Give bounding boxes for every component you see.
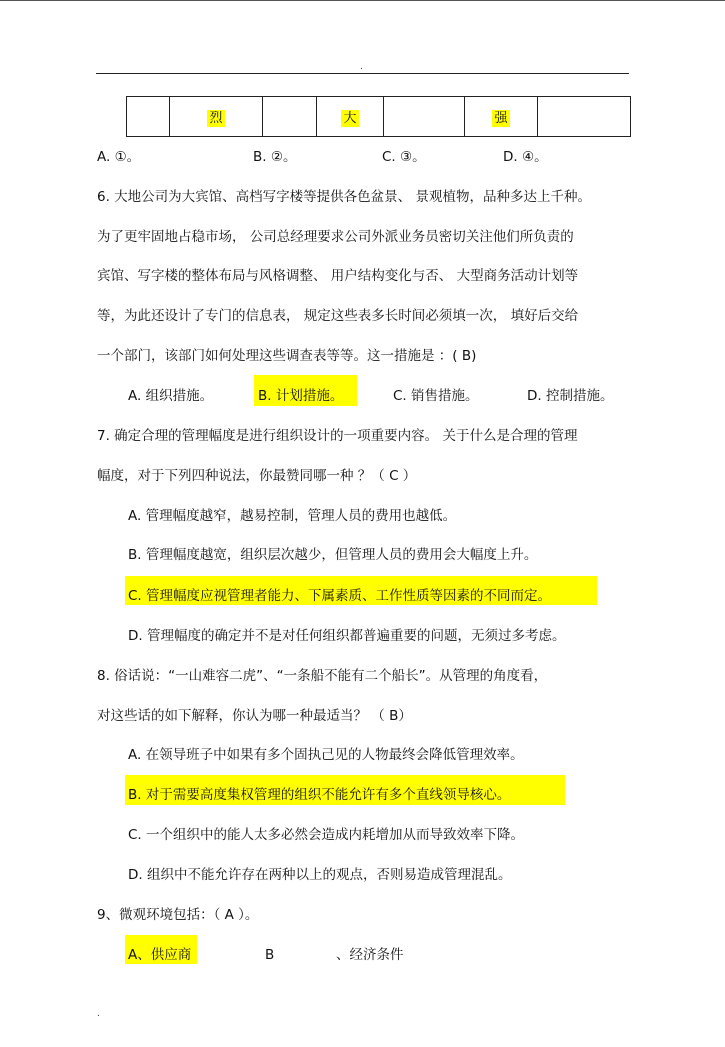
q6-option-b: B. 计划措施。	[258, 388, 344, 404]
q7-option-c: C. 管理幅度应视管理者能力、下属素质、工作性质等因素的不同而定。	[128, 588, 552, 604]
grid-cell	[538, 97, 631, 137]
q6-line: 为了更牢固地占稳市场， 公司总经理要求公司外派业务员密切关注他们所负责的	[97, 229, 574, 245]
q6-option-d: D. 控制措施。	[527, 388, 614, 404]
grid-cell	[127, 97, 170, 137]
grid-cell	[263, 97, 317, 137]
q7-option-a: A. 管理幅度越窄，越易控制，管理人员的费用也越低。	[128, 508, 457, 524]
grid-cell: 大	[317, 97, 384, 137]
q5-option-c: C. ③。	[382, 149, 426, 165]
q6-line: 宾馆、写字楼的整体布局与风格调整、 用户结构变化与否、 大型商务活动计划等	[97, 268, 579, 284]
q6-option-c: C. 销售措施。	[393, 388, 479, 404]
q5-option-b: B. ②。	[253, 149, 297, 165]
q9-option-b-text: 、经济条件	[336, 947, 404, 963]
q8-line: 8. 俗话说：“一山难容二虎”、“一条船不能有二个船长”。从管理的角度看，	[97, 668, 548, 684]
header-rule	[96, 73, 629, 74]
q7-option-d: D. 管理幅度的确定并不是对任何组织都普遍重要的问题，无须过多考虑。	[128, 628, 566, 644]
grid-cell: 烈	[170, 97, 263, 137]
header-dot: .	[360, 62, 363, 72]
q5-option-d: D. ④。	[503, 149, 548, 165]
q9-line: 9、微观环境包括：（ A ）。	[97, 907, 259, 923]
q7-line: 7. 确定合理的管理幅度是进行组织设计的一项重要内容。 关于什么是合理的管理	[97, 428, 578, 444]
q8-line: 对这些话的如下解释，你认为哪一种最适当？ （ B）	[97, 708, 412, 724]
q8-option-b: B. 对于需要高度集权管理的组织不能允许有多个直线领导核心。	[128, 787, 511, 803]
q6-line: 等，为此还设计了专门的信息表， 规定这些表多长时间必须填一次， 填好后交给	[97, 308, 579, 324]
q9-option-a: A、供应商	[128, 947, 192, 963]
grid-cell: 强	[465, 97, 538, 137]
q8-option-c: C. 一个组织中的能人太多必然会造成内耗增加从而导致效率下降。	[128, 827, 525, 843]
q7-option-b: B. 管理幅度越宽，组织层次越少，但管理人员的费用会大幅度上升。	[128, 547, 538, 563]
answer-grid-table	[126, 96, 631, 137]
q8-option-a: A. 在领导班子中如果有多个固执己见的人物最终会降低管理效率。	[128, 747, 524, 763]
grid-cell	[384, 97, 465, 137]
page-top-edge	[0, 0, 725, 1]
q9-option-b-letter: B	[265, 947, 275, 963]
q8-option-d: D. 组织中不能允许存在两种以上的观点，否则易造成管理混乱。	[128, 867, 512, 883]
q6-line: 6. 大地公司为大宾馆、高档写字楼等提供各色盆景、 景观植物，品种多达上千种。	[97, 189, 591, 205]
q6-option-a: A. 组织措施。	[128, 388, 214, 404]
q7-line: 幅度，对于下列四种说法，你最赞同哪一种 ？（ C ）	[97, 468, 417, 484]
q6-line: 一个部门，该部门如何处理这些调查表等等。这一措施是 ：( B)	[97, 348, 477, 364]
footer-dot: .	[97, 1009, 100, 1019]
q5-option-a: A. ①。	[97, 149, 141, 165]
